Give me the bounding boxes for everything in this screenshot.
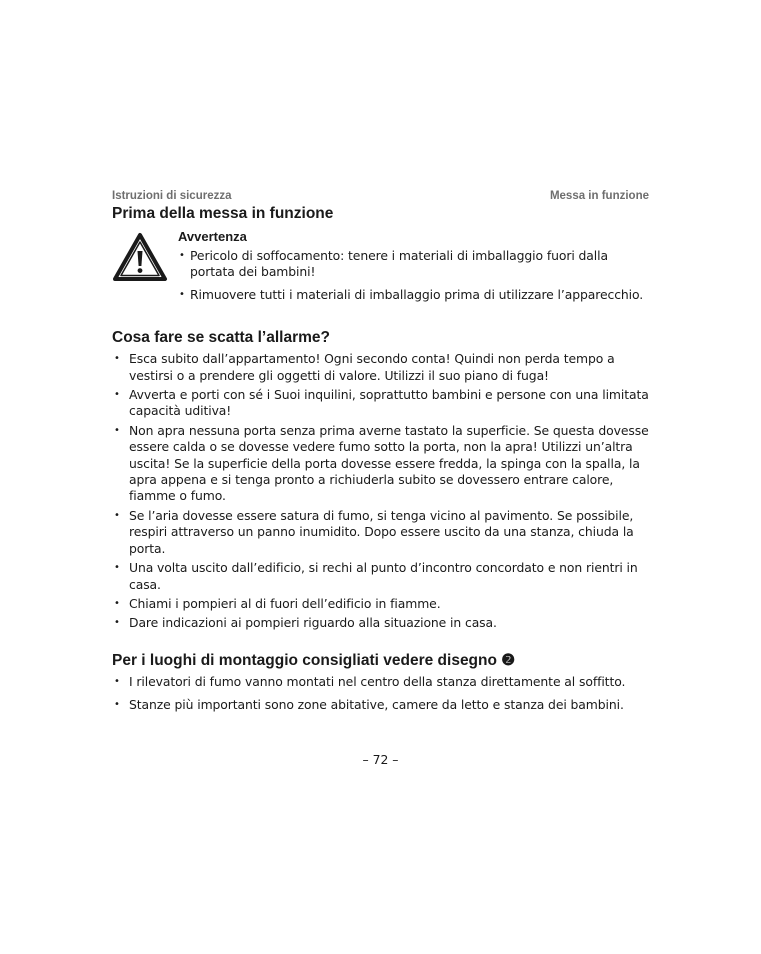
warning-triangle-icon <box>112 229 178 309</box>
list-item: • Se l’aria dovesse essere satura di fumo, si tenga vicino al pavimento. Se possibile, respiri attraverso un panno inumidito. Dopo essere uscito da una stanza, chiuda la porta. <box>112 508 649 557</box>
section-title-luoghi: Per i luoghi di montaggio consigliati vedere disegno ❷ <box>112 651 516 669</box>
document-page <box>112 187 649 721</box>
list-item: • Chiami i pompieri al di fuori dell’edificio in fiamme. <box>112 596 649 612</box>
list-item: • Pericolo di soffocamento: tenere i materiali di imballaggio fuori dalla portata dei bambini! <box>178 248 649 281</box>
alarm-list <box>112 351 649 632</box>
section-title-prima: Prima della messa in funzione <box>112 205 334 222</box>
warning-block <box>112 229 649 309</box>
list-item: • Non apra nessuna porta senza prima averne tastato la superficie. Se questa dovesse essere calda o se dovesse vedere fumo sotto la porta, non la apra! Utilizzi un’altra uscita! Se la superficie della porta dovesse essere fredda, la spinga con la spalla, la apra appena e si tenga pronto a richiuderla subito se dovessero entrare calore, fiamme o fumo. <box>112 423 649 505</box>
list-item: • Dare indicazioni ai pompieri riguardo alla situazione in casa. <box>112 615 649 631</box>
list-item: • I rilevatori di fumo vanno montati nel centro della stanza direttamente al soffitto. <box>112 674 649 690</box>
section-title-allarme: Cosa fare se scatta l’allarme? <box>112 329 330 347</box>
list-item: • Esca subito dall’appartamento! Ogni secondo conta! Quindi non perda tempo a vestirsi o a prendere gli oggetti di valore. Utilizzi il suo piano di fuga! <box>112 351 649 384</box>
running-header <box>112 187 649 205</box>
list-item: • Rimuovere tutti i materiali di imballaggio prima di utilizzare l’apparecchio. <box>178 287 649 303</box>
mounting-list <box>112 674 649 714</box>
list-item: • Avverta e porti con sé i Suoi inquilini, soprattutto bambini e persone con una limitata capacità uditiva! <box>112 387 649 420</box>
warning-list <box>178 248 649 303</box>
list-item: • Stanze più importanti sono zone abitative, camere da letto e stanza dei bambini. <box>112 697 649 713</box>
header-left: Istruzioni di sicurezza <box>112 190 232 202</box>
page-number: – 72 – <box>362 752 399 767</box>
list-item: • Una volta uscito dall’edificio, si rechi al punto d’incontro concordato e non rientri in casa. <box>112 560 649 593</box>
warning-title: Avvertenza <box>178 229 247 244</box>
header-right: Messa in funzione <box>549 190 649 202</box>
